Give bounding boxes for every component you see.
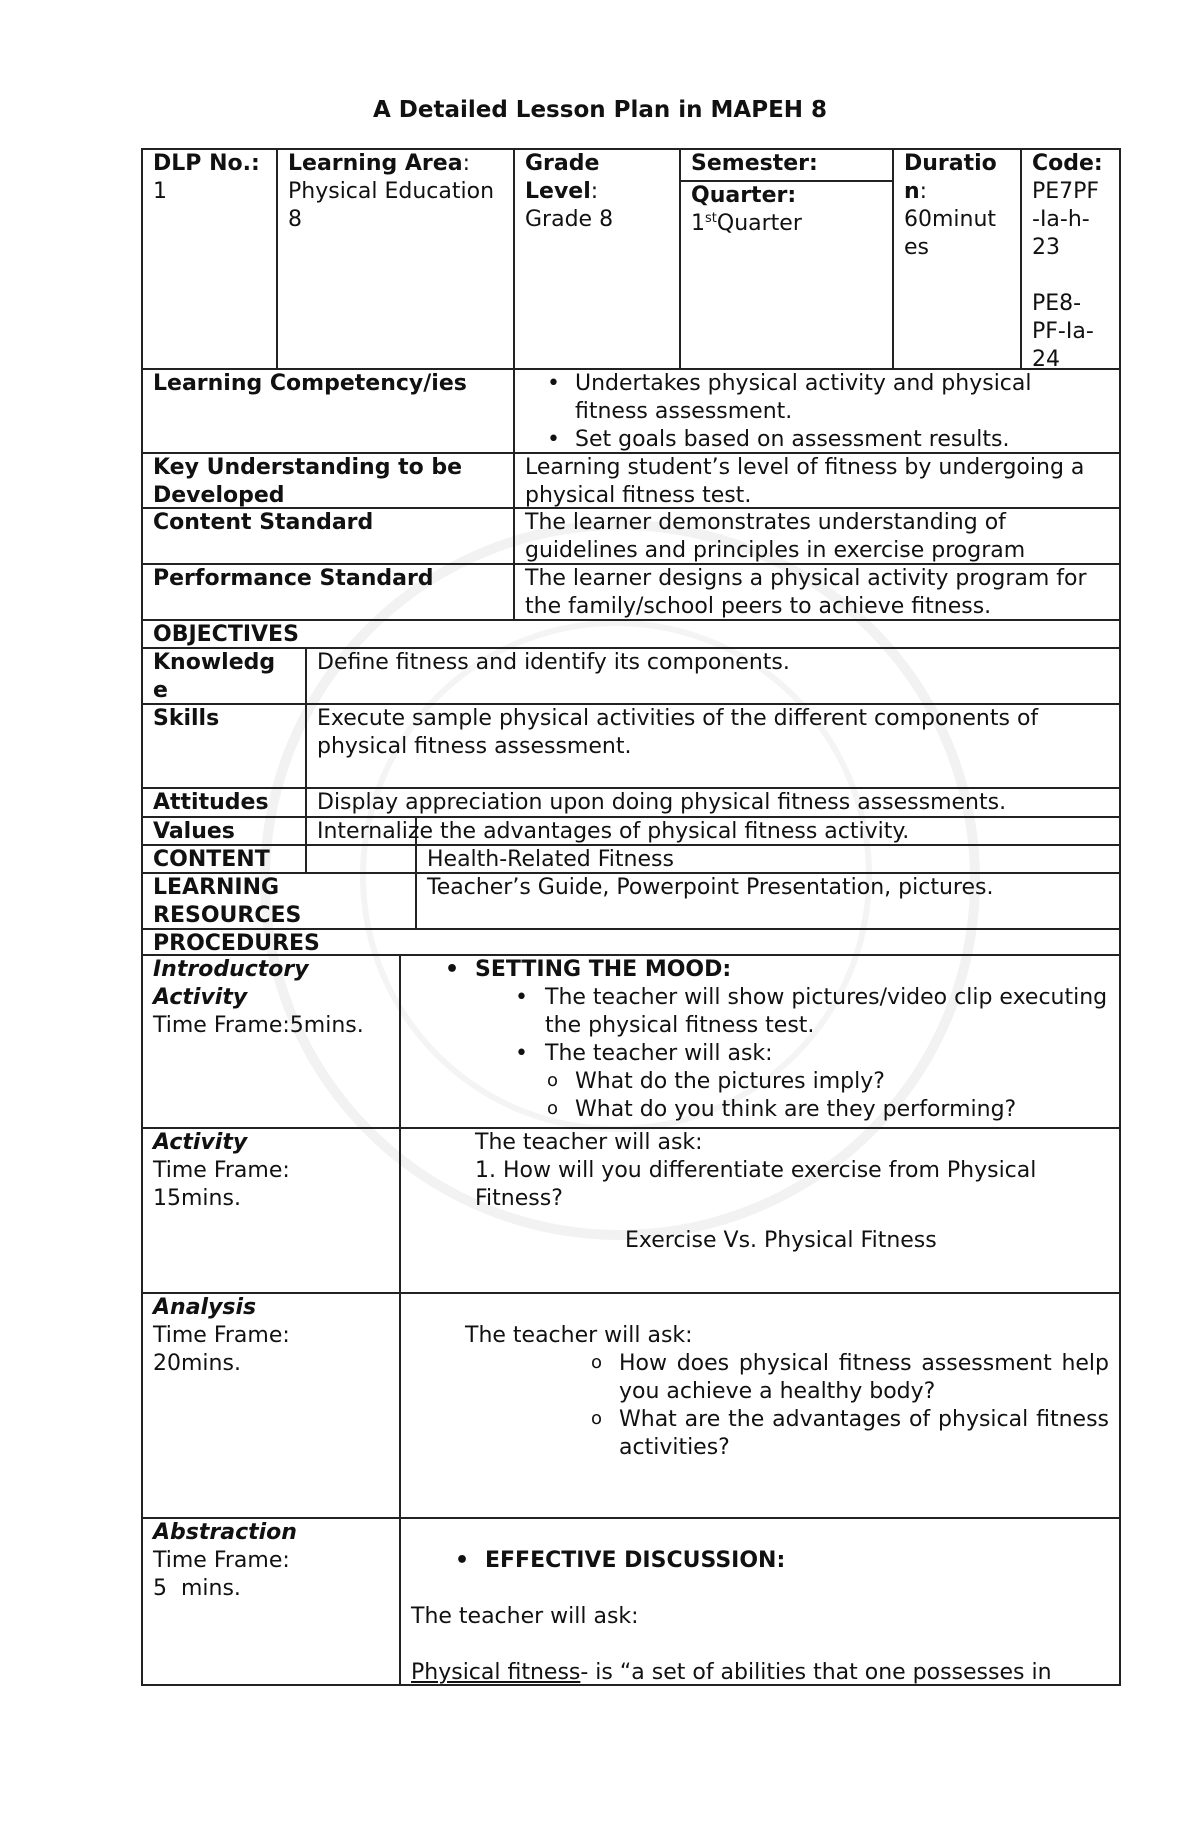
intro-bullet: • The teacher will ask: [505, 1040, 1109, 1068]
skills-label: Skills [153, 706, 220, 731]
activity-time-cell [143, 1129, 399, 1213]
definition-text: - is “a set of abilities that one possesses in [580, 1660, 1052, 1685]
abstraction-time-label: Time Frame: [153, 1548, 290, 1573]
skills-value: Execute sample physical activities of the different components of physical fitness assessment. [317, 706, 1039, 759]
competency-list [515, 370, 1119, 454]
intro-title: Introductory Activity [153, 957, 309, 1010]
knowledge-value: Define fitness and identify its components. [317, 650, 790, 675]
intro-time-cell [143, 956, 399, 1040]
abstraction-definition [411, 1659, 1109, 1687]
attitudes-label: Attitudes [153, 790, 269, 815]
code-value-2: PE8- PF-Ia- 24 [1032, 291, 1094, 372]
abstraction-time-value: 5 mins. [153, 1576, 241, 1601]
analysis-question: o What are the advantages of physical fitness activities? [581, 1406, 1109, 1462]
document-title: A Detailed Lesson Plan in MAPEH 8 [372, 97, 828, 123]
key-understanding-value: Learning student’s level of fitness by undergoing a physical fitness test. [525, 455, 1085, 508]
analysis-title: Analysis [153, 1295, 257, 1320]
duration-cell: Duratio n: 60minut es [894, 150, 1020, 262]
abstraction-line: The teacher will ask: [411, 1604, 639, 1629]
resources-label: LEARNING RESOURCES [153, 875, 302, 928]
quarter-label: Quarter: [691, 183, 797, 208]
duration-value: 60minut es [904, 207, 997, 260]
learning-area-label: Learning Area [288, 151, 463, 176]
code-cell [1022, 150, 1119, 374]
intro-question: o What do you think are they performing? [537, 1096, 1109, 1124]
knowledge-label: Knowledg e [153, 650, 276, 703]
resources-value: Teacher’s Guide, Powerpoint Presentation, pictures. [427, 875, 994, 900]
attitudes-value: Display appreciation upon doing physical fitness assessments. [317, 790, 1007, 815]
content-label: CONTENT [153, 847, 270, 872]
activity-content [401, 1129, 1119, 1255]
activity-title: Activity [153, 1130, 248, 1155]
dlp-label: DLP No.: [153, 151, 260, 176]
dlp-value: 1 [153, 179, 167, 204]
abstraction-title: Abstraction [153, 1520, 297, 1545]
analysis-line: The teacher will ask: [465, 1323, 693, 1348]
dlp-cell [143, 150, 276, 206]
activity-comparison: Exercise Vs. Physical Fitness [625, 1228, 937, 1253]
duration-label: Duratio n [904, 151, 997, 204]
quarter-value: 1stQuarter [691, 211, 802, 236]
analysis-time-value: 20mins. [153, 1351, 241, 1376]
grade-label: Grade Level [525, 151, 600, 204]
activity-question: 1. How will you differentiate exercise from Physical Fitness? [475, 1158, 1037, 1211]
activity-line: The teacher will ask: [475, 1130, 703, 1155]
procedures-label: PROCEDURES [153, 931, 320, 956]
activity-time-label: Time Frame: [153, 1158, 290, 1183]
performance-standard-label: Performance Standard [153, 566, 434, 591]
content-standard-label: Content Standard [153, 510, 374, 535]
semester-cell [681, 150, 892, 178]
definition-term: Physical fitness [411, 1660, 581, 1685]
learning-area-cell: Learning Area: Physical Education 8 [278, 150, 513, 234]
abstraction-content [401, 1519, 1119, 1687]
intro-heading: • SETTING THE MOOD: [435, 956, 1109, 984]
grade-value: Grade 8 [525, 207, 614, 232]
learning-area-value: Physical Education 8 [288, 179, 495, 232]
abstraction-heading: • EFFECTIVE DISCUSSION: [445, 1547, 1109, 1575]
objectives-label: OBJECTIVES [153, 622, 299, 647]
abstraction-time-cell [143, 1519, 399, 1603]
competency-item: • Set goals based on assessment results. [535, 426, 1109, 454]
grade-cell: Grade Level: Grade 8 [515, 150, 679, 234]
intro-bullet: • The teacher will show pictures/video clip executing the physical fitness test. [505, 984, 1109, 1040]
semester-label: Semester: [691, 151, 818, 176]
analysis-time-cell [143, 1294, 399, 1378]
key-understanding-label: Key Understanding to be Developed [153, 455, 463, 508]
content-standard-value: The learner demonstrates understanding of guidelines and principles in exercise program [525, 510, 1026, 563]
competency-item: • Undertakes physical activity and physical fitness assessment. [535, 370, 1109, 426]
values-value: Internalize the advantages of physical fitness activity. [317, 819, 910, 844]
values-label: Values [153, 819, 235, 844]
performance-standard-value: The learner designs a physical activity program for the family/school peers to achieve fitness. [525, 566, 1087, 619]
code-value-1: PE7PF -Ia-h- 23 [1032, 179, 1100, 260]
activity-time-value: 15mins. [153, 1186, 241, 1211]
intro-content [401, 956, 1119, 1124]
quarter-cell [681, 182, 892, 238]
code-label: Code: [1032, 151, 1103, 176]
analysis-content [401, 1294, 1119, 1462]
content-value: Health-Related Fitness [427, 847, 674, 872]
analysis-question: o How does physical fitness assessment help you achieve a healthy body? [581, 1350, 1109, 1406]
analysis-time-label: Time Frame: [153, 1323, 290, 1348]
intro-question: o What do the pictures imply? [537, 1068, 1109, 1096]
intro-time: Time Frame:5mins. [153, 1013, 364, 1038]
competency-label: Learning Competency/ies [153, 371, 467, 396]
